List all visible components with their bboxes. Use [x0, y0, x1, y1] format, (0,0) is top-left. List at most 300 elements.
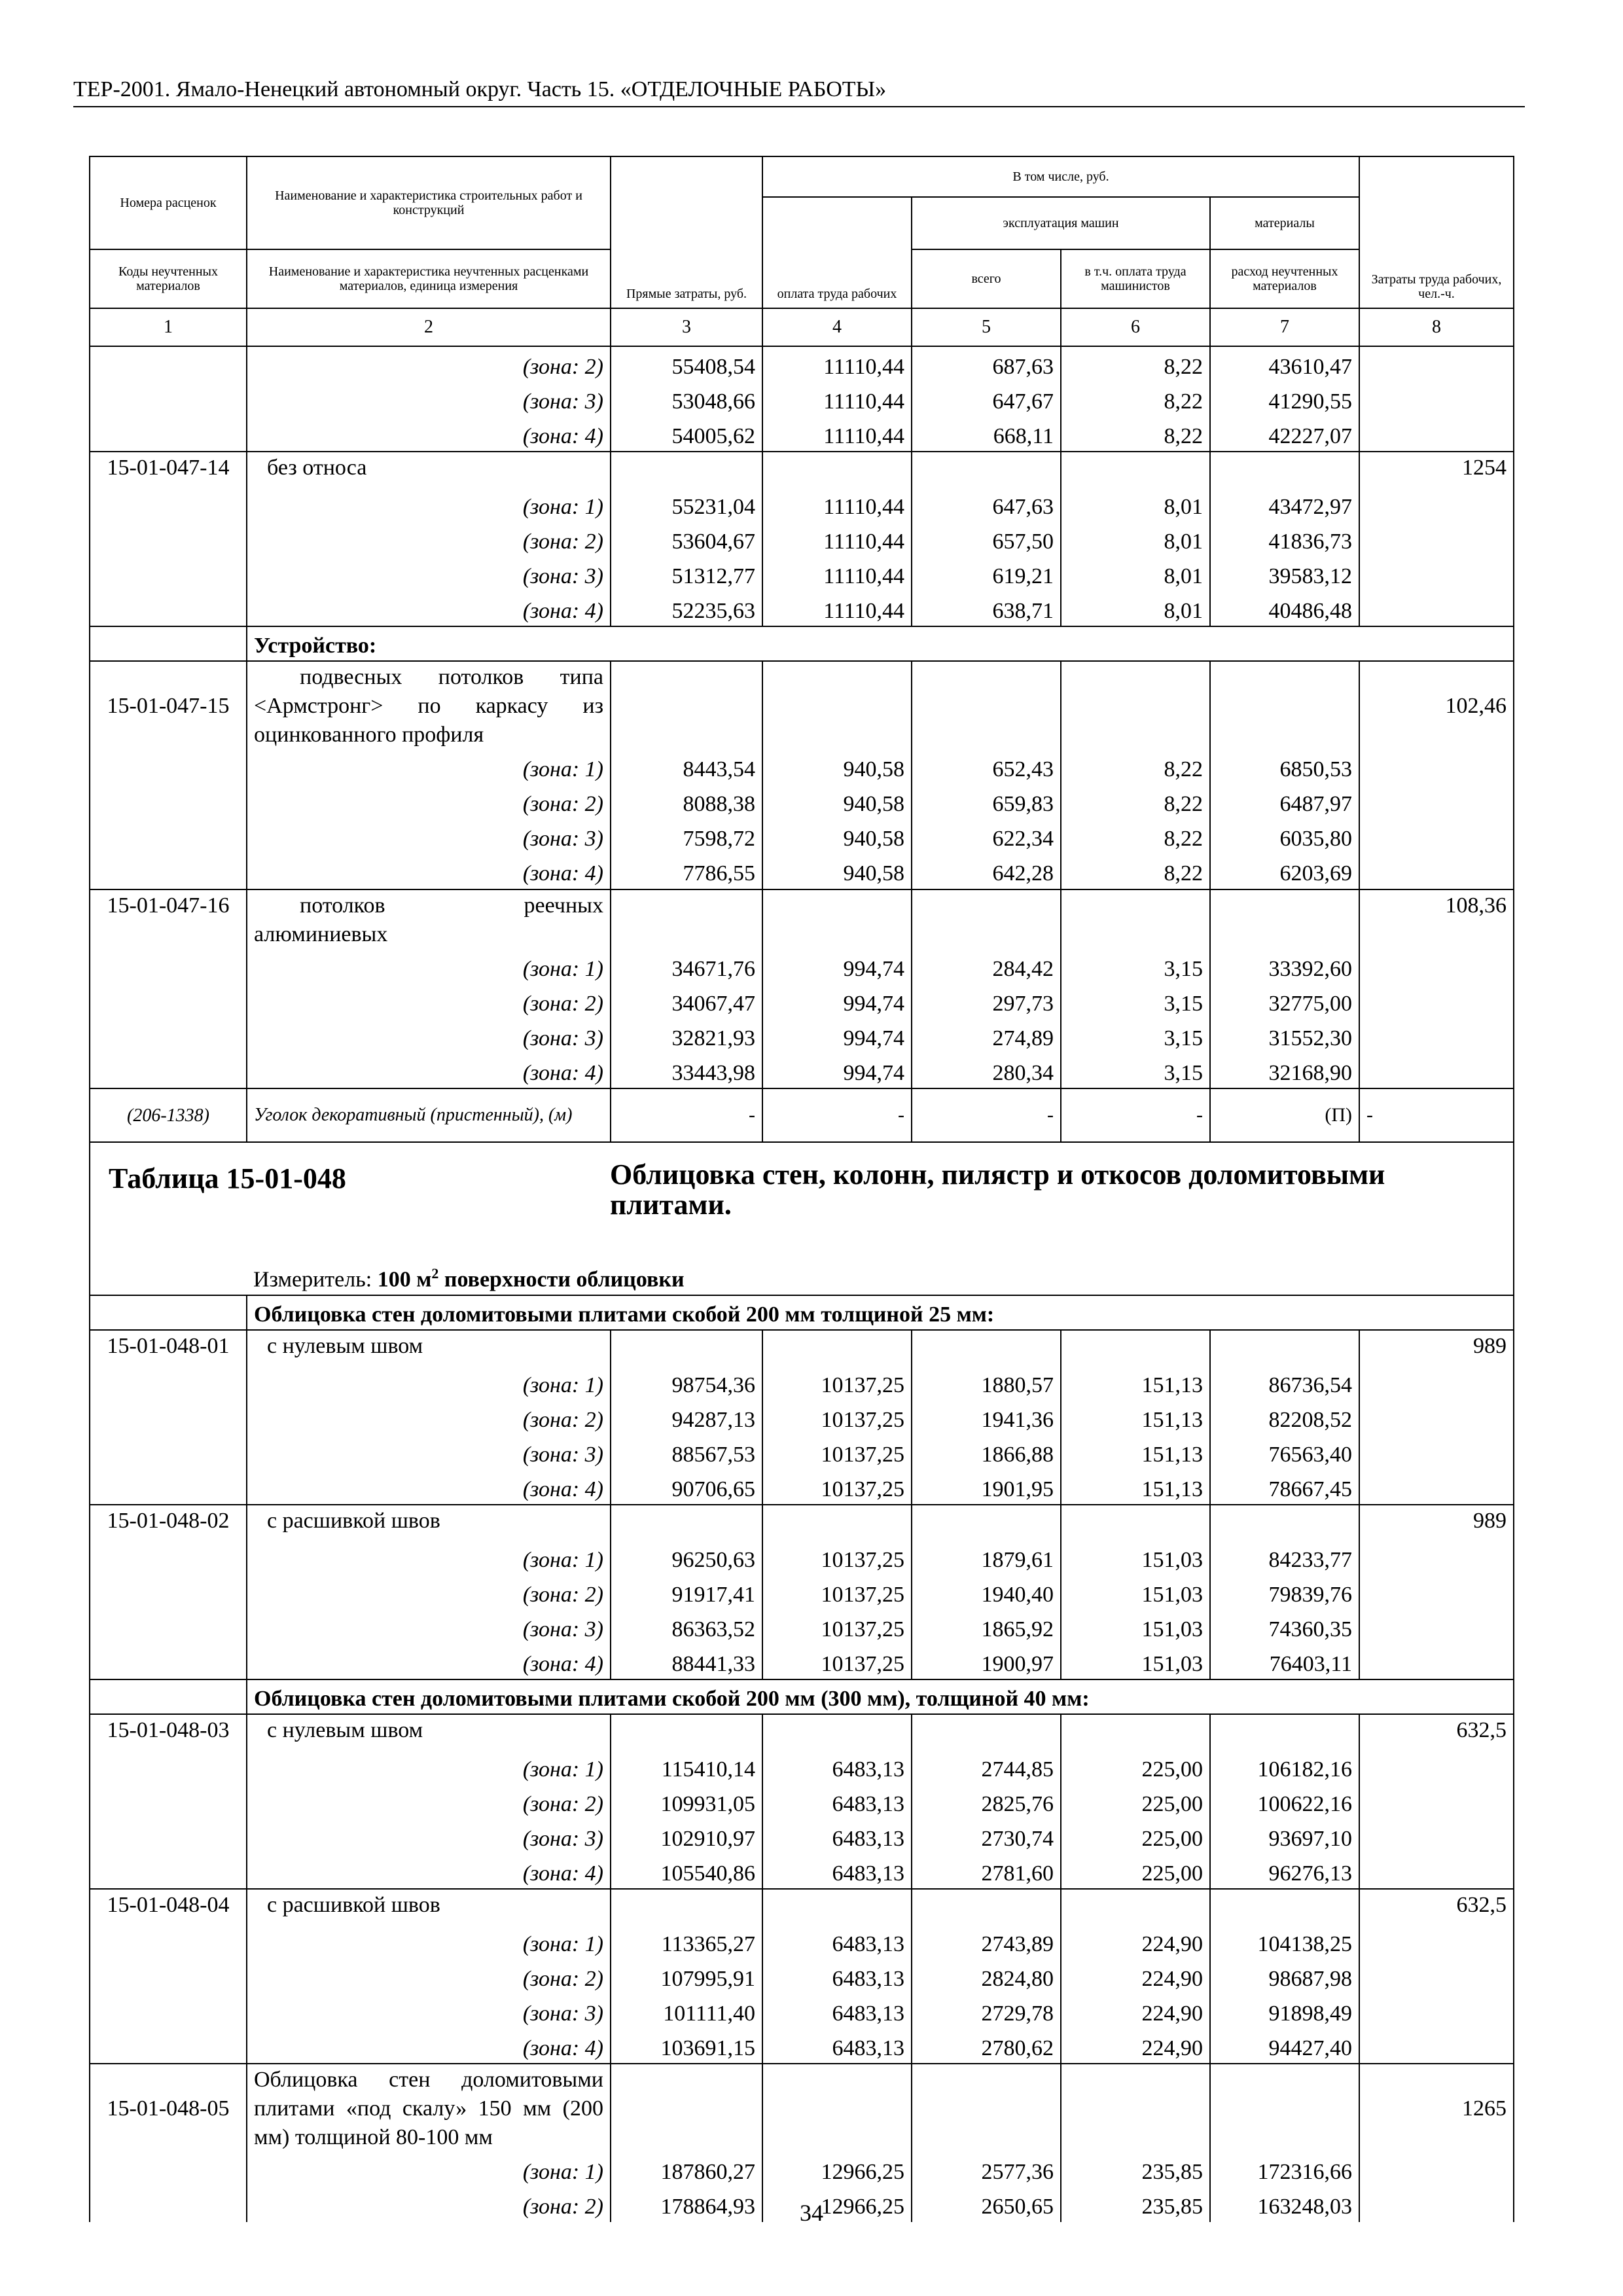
value-cell: 109931,05 — [611, 1784, 762, 1819]
zone-row — [90, 1540, 1514, 1575]
zone-label: (зона: 2) — [247, 346, 611, 382]
value-cell: 8,01 — [1061, 591, 1210, 626]
value-cell: 235,85 — [1061, 2187, 1210, 2222]
value-cell: 11110,44 — [762, 346, 912, 382]
code-cell — [90, 1644, 247, 1679]
value-cell — [1210, 1889, 1359, 1924]
code-cell — [90, 1854, 247, 1889]
value-cell: 54005,62 — [611, 416, 762, 452]
value-cell: 638,71 — [912, 591, 1061, 626]
value-cell: 687,63 — [912, 346, 1061, 382]
value-cell: 113365,27 — [611, 1924, 762, 1959]
value-cell: 225,00 — [1061, 1854, 1210, 1889]
value-cell: 51312,77 — [611, 556, 762, 591]
zone-label: (зона: 2) — [247, 1959, 611, 1994]
value-cell: 100622,16 — [1210, 1784, 1359, 1819]
value-cell: 994,74 — [762, 1053, 912, 1088]
value-cell: 2824,80 — [912, 1959, 1061, 1994]
value-cell: 103691,15 — [611, 2028, 762, 2064]
value-cell: 7786,55 — [611, 854, 762, 889]
section-row — [90, 1679, 1514, 1714]
col1-top-header: Номера расценок — [90, 156, 247, 249]
value-cell — [1061, 452, 1210, 487]
rate-row — [90, 1714, 1514, 1749]
meter-prefix: Измеритель: — [253, 1267, 372, 1292]
zone-row — [90, 591, 1514, 626]
value-cell: 78667,45 — [1210, 1469, 1359, 1505]
value-cell: 172316,66 — [1210, 2153, 1359, 2187]
value-cell: 34067,47 — [611, 984, 762, 1018]
value-cell: 622,34 — [912, 819, 1061, 854]
section-title: Устройство: — [247, 626, 1514, 661]
zone-row — [90, 1994, 1514, 2028]
meter-row — [90, 1261, 1514, 1295]
value-cell: 91898,49 — [1210, 1994, 1359, 2028]
value-cell: 619,21 — [912, 556, 1061, 591]
rate-code: 15-01-047-16 — [90, 889, 247, 949]
zone-label: (зона: 3) — [247, 819, 611, 854]
labor-cell — [1359, 1469, 1514, 1505]
value-cell: 3,15 — [1061, 1018, 1210, 1053]
value-cell: 53048,66 — [611, 382, 762, 416]
value-cell: 8088,38 — [611, 785, 762, 819]
value-cell: 6850,53 — [1210, 750, 1359, 785]
labor-cell: 1265 — [1359, 2064, 1514, 2153]
value-cell: 2744,85 — [912, 1749, 1061, 1784]
value-cell: 10137,25 — [762, 1609, 912, 1644]
zone-label: (зона: 4) — [247, 416, 611, 452]
zone-label: (зона: 1) — [247, 750, 611, 785]
zone-row — [90, 1749, 1514, 1784]
value-cell: 11110,44 — [762, 416, 912, 452]
zone-label: (зона: 4) — [247, 2028, 611, 2064]
value-cell: 225,00 — [1061, 1819, 1210, 1854]
rate-code: 15-01-047-15 — [90, 661, 247, 750]
value-cell: 10137,25 — [762, 1400, 912, 1435]
code-cell — [90, 591, 247, 626]
zone-label: (зона: 1) — [247, 1365, 611, 1400]
value-cell: 3,15 — [1061, 984, 1210, 1018]
value-cell: 151,13 — [1061, 1435, 1210, 1469]
zone-label: (зона: 4) — [247, 591, 611, 626]
value-cell: 151,03 — [1061, 1575, 1210, 1609]
rate-code: 15-01-048-05 — [90, 2064, 247, 2153]
value-cell: 8,22 — [1061, 750, 1210, 785]
col-number: 1 — [90, 308, 247, 346]
value-cell: 79839,76 — [1210, 1575, 1359, 1609]
labor-cell: 1254 — [1359, 452, 1514, 487]
labor-cell: 108,36 — [1359, 889, 1514, 949]
zone-label: (зона: 2) — [247, 1400, 611, 1435]
zone-row — [90, 1018, 1514, 1053]
zone-row — [90, 1819, 1514, 1854]
value-cell: 2577,36 — [912, 2153, 1061, 2187]
value-cell: 235,85 — [1061, 2153, 1210, 2187]
value-cell: 11110,44 — [762, 487, 912, 522]
value-cell — [762, 452, 912, 487]
value-cell: 3,15 — [1061, 949, 1210, 984]
value-cell: 10137,25 — [762, 1540, 912, 1575]
rate-name: с расшивкой швов — [247, 1889, 611, 1924]
zone-row — [90, 1575, 1514, 1609]
value-cell: 6483,13 — [762, 1819, 912, 1854]
code-cell — [90, 1540, 247, 1575]
materials-header: материалы — [1210, 197, 1359, 249]
value-cell: 10137,25 — [762, 1469, 912, 1505]
value-cell — [1061, 1714, 1210, 1749]
value-cell — [611, 1505, 762, 1540]
col7-header: расход неучтенных материалов — [1210, 249, 1359, 308]
value-cell: 11110,44 — [762, 522, 912, 556]
value-cell: 55231,04 — [611, 487, 762, 522]
value-cell: 96276,13 — [1210, 1854, 1359, 1889]
value-cell: 43472,97 — [1210, 487, 1359, 522]
code-cell — [90, 1679, 247, 1714]
code-cell — [90, 1435, 247, 1469]
labor-cell: 102,46 — [1359, 661, 1514, 750]
value-cell: 94287,13 — [611, 1400, 762, 1435]
rate-code: 15-01-048-02 — [90, 1505, 247, 1540]
labor-cell — [1359, 1644, 1514, 1679]
code-cell — [90, 1959, 247, 1994]
value-cell: 8,22 — [1061, 819, 1210, 854]
section-title: Облицовка стен доломитовыми плитами скобой 200 мм толщиной 25 мм: — [247, 1295, 1514, 1330]
value-cell: 8,22 — [1061, 346, 1210, 382]
value-cell: 225,00 — [1061, 1749, 1210, 1784]
zone-label: (зона: 2) — [247, 1784, 611, 1819]
value-cell — [912, 1505, 1061, 1540]
code-cell — [90, 1261, 247, 1295]
value-cell: (П) — [1210, 1088, 1359, 1142]
value-cell: 76403,11 — [1210, 1644, 1359, 1679]
zone-label: (зона: 4) — [247, 854, 611, 889]
value-cell — [611, 1330, 762, 1365]
col-number: 8 — [1359, 308, 1514, 346]
section-row — [90, 626, 1514, 661]
value-cell — [1210, 661, 1359, 750]
zone-row — [90, 1365, 1514, 1400]
code-cell — [90, 785, 247, 819]
labor-cell — [1359, 1018, 1514, 1053]
zone-label: (зона: 3) — [247, 1994, 611, 2028]
value-cell: 101111,40 — [611, 1994, 762, 2028]
value-cell — [762, 2064, 912, 2153]
value-cell: 224,90 — [1061, 1924, 1210, 1959]
zone-row — [90, 854, 1514, 889]
value-cell: 88567,53 — [611, 1435, 762, 1469]
value-cell: 163248,03 — [1210, 2187, 1359, 2222]
code-cell — [90, 487, 247, 522]
value-cell: 994,74 — [762, 949, 912, 984]
value-cell: - — [912, 1088, 1061, 1142]
zone-row — [90, 382, 1514, 416]
labor-cell — [1359, 1924, 1514, 1959]
value-cell: 86736,54 — [1210, 1365, 1359, 1400]
code-cell — [90, 1365, 247, 1400]
value-cell — [1061, 2064, 1210, 2153]
meter-value: 100 м — [377, 1267, 432, 1292]
col8-header: Затраты труда рабочих, чел.-ч. — [1359, 156, 1514, 308]
labor-cell — [1359, 984, 1514, 1018]
zone-row — [90, 949, 1514, 984]
rate-code: 15-01-048-04 — [90, 1889, 247, 1924]
zone-label: (зона: 4) — [247, 1053, 611, 1088]
labor-cell — [1359, 1575, 1514, 1609]
value-cell — [762, 1505, 912, 1540]
code-cell — [90, 819, 247, 854]
zone-label: (зона: 1) — [247, 1924, 611, 1959]
value-cell: 11110,44 — [762, 556, 912, 591]
zone-row — [90, 487, 1514, 522]
labor-cell: 632,5 — [1359, 1889, 1514, 1924]
zone-row — [90, 1854, 1514, 1889]
value-cell: 32775,00 — [1210, 984, 1359, 1018]
zone-row — [90, 2028, 1514, 2064]
code-cell — [90, 1784, 247, 1819]
value-cell — [1061, 1505, 1210, 1540]
value-cell: 6203,69 — [1210, 854, 1359, 889]
material-name: Уголок декоративный (пристенный), (м) — [247, 1088, 611, 1142]
zone-row — [90, 750, 1514, 785]
value-cell: 3,15 — [1061, 1053, 1210, 1088]
code-cell — [90, 984, 247, 1018]
zone-label: (зона: 2) — [247, 984, 611, 1018]
value-cell: 11110,44 — [762, 382, 912, 416]
value-cell: 12966,25 — [762, 2153, 912, 2187]
labor-cell — [1359, 2153, 1514, 2187]
table-body — [90, 346, 1514, 2222]
value-cell: 8,01 — [1061, 556, 1210, 591]
code-cell — [90, 522, 247, 556]
code-cell — [90, 556, 247, 591]
code-cell — [90, 416, 247, 452]
value-cell: 55408,54 — [611, 346, 762, 382]
zone-label: (зона: 2) — [247, 1575, 611, 1609]
meter-sup: 2 — [431, 1265, 439, 1282]
zone-label: (зона: 4) — [247, 1469, 611, 1505]
labor-cell — [1359, 949, 1514, 984]
value-cell: 33392,60 — [1210, 949, 1359, 984]
col5-header: всего — [912, 249, 1061, 308]
code-cell — [90, 1469, 247, 1505]
value-cell: 224,90 — [1061, 2028, 1210, 2064]
labor-cell — [1359, 1609, 1514, 1644]
value-cell: 90706,65 — [611, 1469, 762, 1505]
value-cell: 994,74 — [762, 984, 912, 1018]
rate-code: 15-01-048-01 — [90, 1330, 247, 1365]
col2-top-header: Наименование и характеристика строительных работ и конструкций — [247, 156, 611, 249]
value-cell: 86363,52 — [611, 1609, 762, 1644]
zone-label: (зона: 4) — [247, 1854, 611, 1889]
labor-cell — [1359, 382, 1514, 416]
value-cell — [1061, 889, 1210, 949]
code-cell — [90, 1749, 247, 1784]
code-cell — [90, 1924, 247, 1959]
code-cell — [90, 1400, 247, 1435]
value-cell — [912, 661, 1061, 750]
col-number: 3 — [611, 308, 762, 346]
labor-cell — [1359, 1994, 1514, 2028]
value-cell: 32168,90 — [1210, 1053, 1359, 1088]
zone-label: (зона: 3) — [247, 1018, 611, 1053]
labor-cell — [1359, 556, 1514, 591]
value-cell: 1900,97 — [912, 1644, 1061, 1679]
value-cell: 187860,27 — [611, 2153, 762, 2187]
labor-cell — [1359, 487, 1514, 522]
value-cell: 2743,89 — [912, 1924, 1061, 1959]
labor-cell — [1359, 1854, 1514, 1889]
value-cell: 74360,35 — [1210, 1609, 1359, 1644]
value-cell: 1941,36 — [912, 1400, 1061, 1435]
value-cell: 91917,41 — [611, 1575, 762, 1609]
value-cell: 284,42 — [912, 949, 1061, 984]
code-cell — [90, 346, 247, 382]
value-cell — [1061, 661, 1210, 750]
value-cell — [912, 889, 1061, 949]
zone-row — [90, 1400, 1514, 1435]
value-cell: 2781,60 — [912, 1854, 1061, 1889]
zone-label: (зона: 1) — [247, 1749, 611, 1784]
zone-row — [90, 1469, 1514, 1505]
value-cell: 151,03 — [1061, 1644, 1210, 1679]
page-header: ТЕР-2001. Ямало-Ненецкий автономный округ. Часть 15. «ОТДЕЛОЧНЫЕ РАБОТЫ» — [73, 77, 1525, 107]
value-cell — [611, 1714, 762, 1749]
value-cell: 178864,93 — [611, 2187, 762, 2222]
col3-header: Прямые затраты, руб. — [611, 156, 762, 308]
value-cell — [611, 2064, 762, 2153]
value-cell — [611, 1889, 762, 1924]
labor-cell — [1359, 1400, 1514, 1435]
value-cell — [762, 661, 912, 750]
value-cell: 8,22 — [1061, 416, 1210, 452]
value-cell: 8,01 — [1061, 487, 1210, 522]
value-cell: 2780,62 — [912, 2028, 1061, 2064]
value-cell: 105540,86 — [611, 1854, 762, 1889]
rate-name: без относа — [247, 452, 611, 487]
labor-cell: 989 — [1359, 1505, 1514, 1540]
zone-row — [90, 346, 1514, 382]
zone-row — [90, 1435, 1514, 1469]
value-cell: 31552,30 — [1210, 1018, 1359, 1053]
table-label: Таблица 15-01-048 — [109, 1162, 346, 1194]
zone-label: (зона: 2) — [247, 522, 611, 556]
value-cell: 280,34 — [912, 1053, 1061, 1088]
value-cell: 10137,25 — [762, 1365, 912, 1400]
value-cell: 106182,16 — [1210, 1749, 1359, 1784]
value-cell: - — [611, 1088, 762, 1142]
zone-row — [90, 416, 1514, 452]
machines-header: эксплуатация машин — [912, 197, 1210, 249]
zone-label: (зона: 3) — [247, 556, 611, 591]
value-cell: 151,13 — [1061, 1469, 1210, 1505]
rate-row — [90, 452, 1514, 487]
zone-row — [90, 785, 1514, 819]
code-cell — [90, 1575, 247, 1609]
value-cell: 32821,93 — [611, 1018, 762, 1053]
value-cell: 84233,77 — [1210, 1540, 1359, 1575]
zone-row — [90, 1959, 1514, 1994]
value-cell: 940,58 — [762, 819, 912, 854]
table-title-cell — [90, 1142, 1514, 1261]
labor-cell — [1359, 1053, 1514, 1088]
zone-label: (зона: 3) — [247, 1819, 611, 1854]
labor-cell — [1359, 416, 1514, 452]
code-cell — [90, 2153, 247, 2187]
value-cell: 647,63 — [912, 487, 1061, 522]
zone-label: (зона: 1) — [247, 2153, 611, 2187]
value-cell: 6483,13 — [762, 1924, 912, 1959]
value-cell: 224,90 — [1061, 1959, 1210, 1994]
value-cell: 41836,73 — [1210, 522, 1359, 556]
value-cell: 151,13 — [1061, 1365, 1210, 1400]
value-cell: 940,58 — [762, 750, 912, 785]
value-cell: 94427,40 — [1210, 2028, 1359, 2064]
value-cell: 8,01 — [1061, 522, 1210, 556]
price-table-wrapper — [89, 156, 1513, 2222]
rate-code: 15-01-047-14 — [90, 452, 247, 487]
rate-row — [90, 2064, 1514, 2153]
labor-cell — [1359, 1540, 1514, 1575]
rate-name: подвесных потолков типа <Армстронг> по каркасу из оцинкованного профиля — [247, 661, 611, 750]
value-cell: 1866,88 — [912, 1435, 1061, 1469]
value-cell: 940,58 — [762, 785, 912, 819]
value-cell: 6483,13 — [762, 1994, 912, 2028]
table-header — [90, 156, 1514, 346]
value-cell: 98687,98 — [1210, 1959, 1359, 1994]
code-cell — [90, 1609, 247, 1644]
rate-name: с нулевым швом — [247, 1330, 611, 1365]
value-cell: 151,13 — [1061, 1400, 1210, 1435]
value-cell: 2650,65 — [912, 2187, 1061, 2222]
col-number: 5 — [912, 308, 1061, 346]
labor-cell — [1359, 785, 1514, 819]
value-cell: 12966,25 — [762, 2187, 912, 2222]
rate-row — [90, 1505, 1514, 1540]
value-cell — [762, 889, 912, 949]
rate-name: потолков реечных алюминиевых — [247, 889, 611, 949]
zone-label: (зона: 2) — [247, 2187, 611, 2222]
code-cell — [90, 1053, 247, 1088]
value-cell — [611, 661, 762, 750]
code-cell — [90, 1819, 247, 1854]
value-cell: 642,28 — [912, 854, 1061, 889]
col4-header: оплата труда рабочих — [762, 197, 912, 308]
value-cell — [1210, 1330, 1359, 1365]
table-caption: Облицовка стен, колонн, пилястр и откосов доломитовыми плитами. — [610, 1158, 1385, 1221]
material-row — [90, 1088, 1514, 1142]
section-row — [90, 1295, 1514, 1330]
labor-cell: - — [1359, 1088, 1514, 1142]
value-cell: 11110,44 — [762, 591, 912, 626]
value-cell: 82208,52 — [1210, 1400, 1359, 1435]
value-cell — [762, 1714, 912, 1749]
code-cell — [90, 382, 247, 416]
incl-header: В том числе, руб. — [762, 156, 1359, 197]
labor-cell — [1359, 1819, 1514, 1854]
page-number: 34 — [800, 2200, 823, 2226]
value-cell: 6487,97 — [1210, 785, 1359, 819]
col-number: 2 — [247, 308, 611, 346]
col6-header: в т.ч. оплата труда машинистов — [1061, 249, 1210, 308]
value-cell: 274,89 — [912, 1018, 1061, 1053]
value-cell: 2730,74 — [912, 1819, 1061, 1854]
value-cell: 8,22 — [1061, 785, 1210, 819]
code-cell — [90, 1295, 247, 1330]
value-cell — [1210, 2064, 1359, 2153]
value-cell: 151,03 — [1061, 1609, 1210, 1644]
zone-row — [90, 1784, 1514, 1819]
labor-cell — [1359, 1749, 1514, 1784]
